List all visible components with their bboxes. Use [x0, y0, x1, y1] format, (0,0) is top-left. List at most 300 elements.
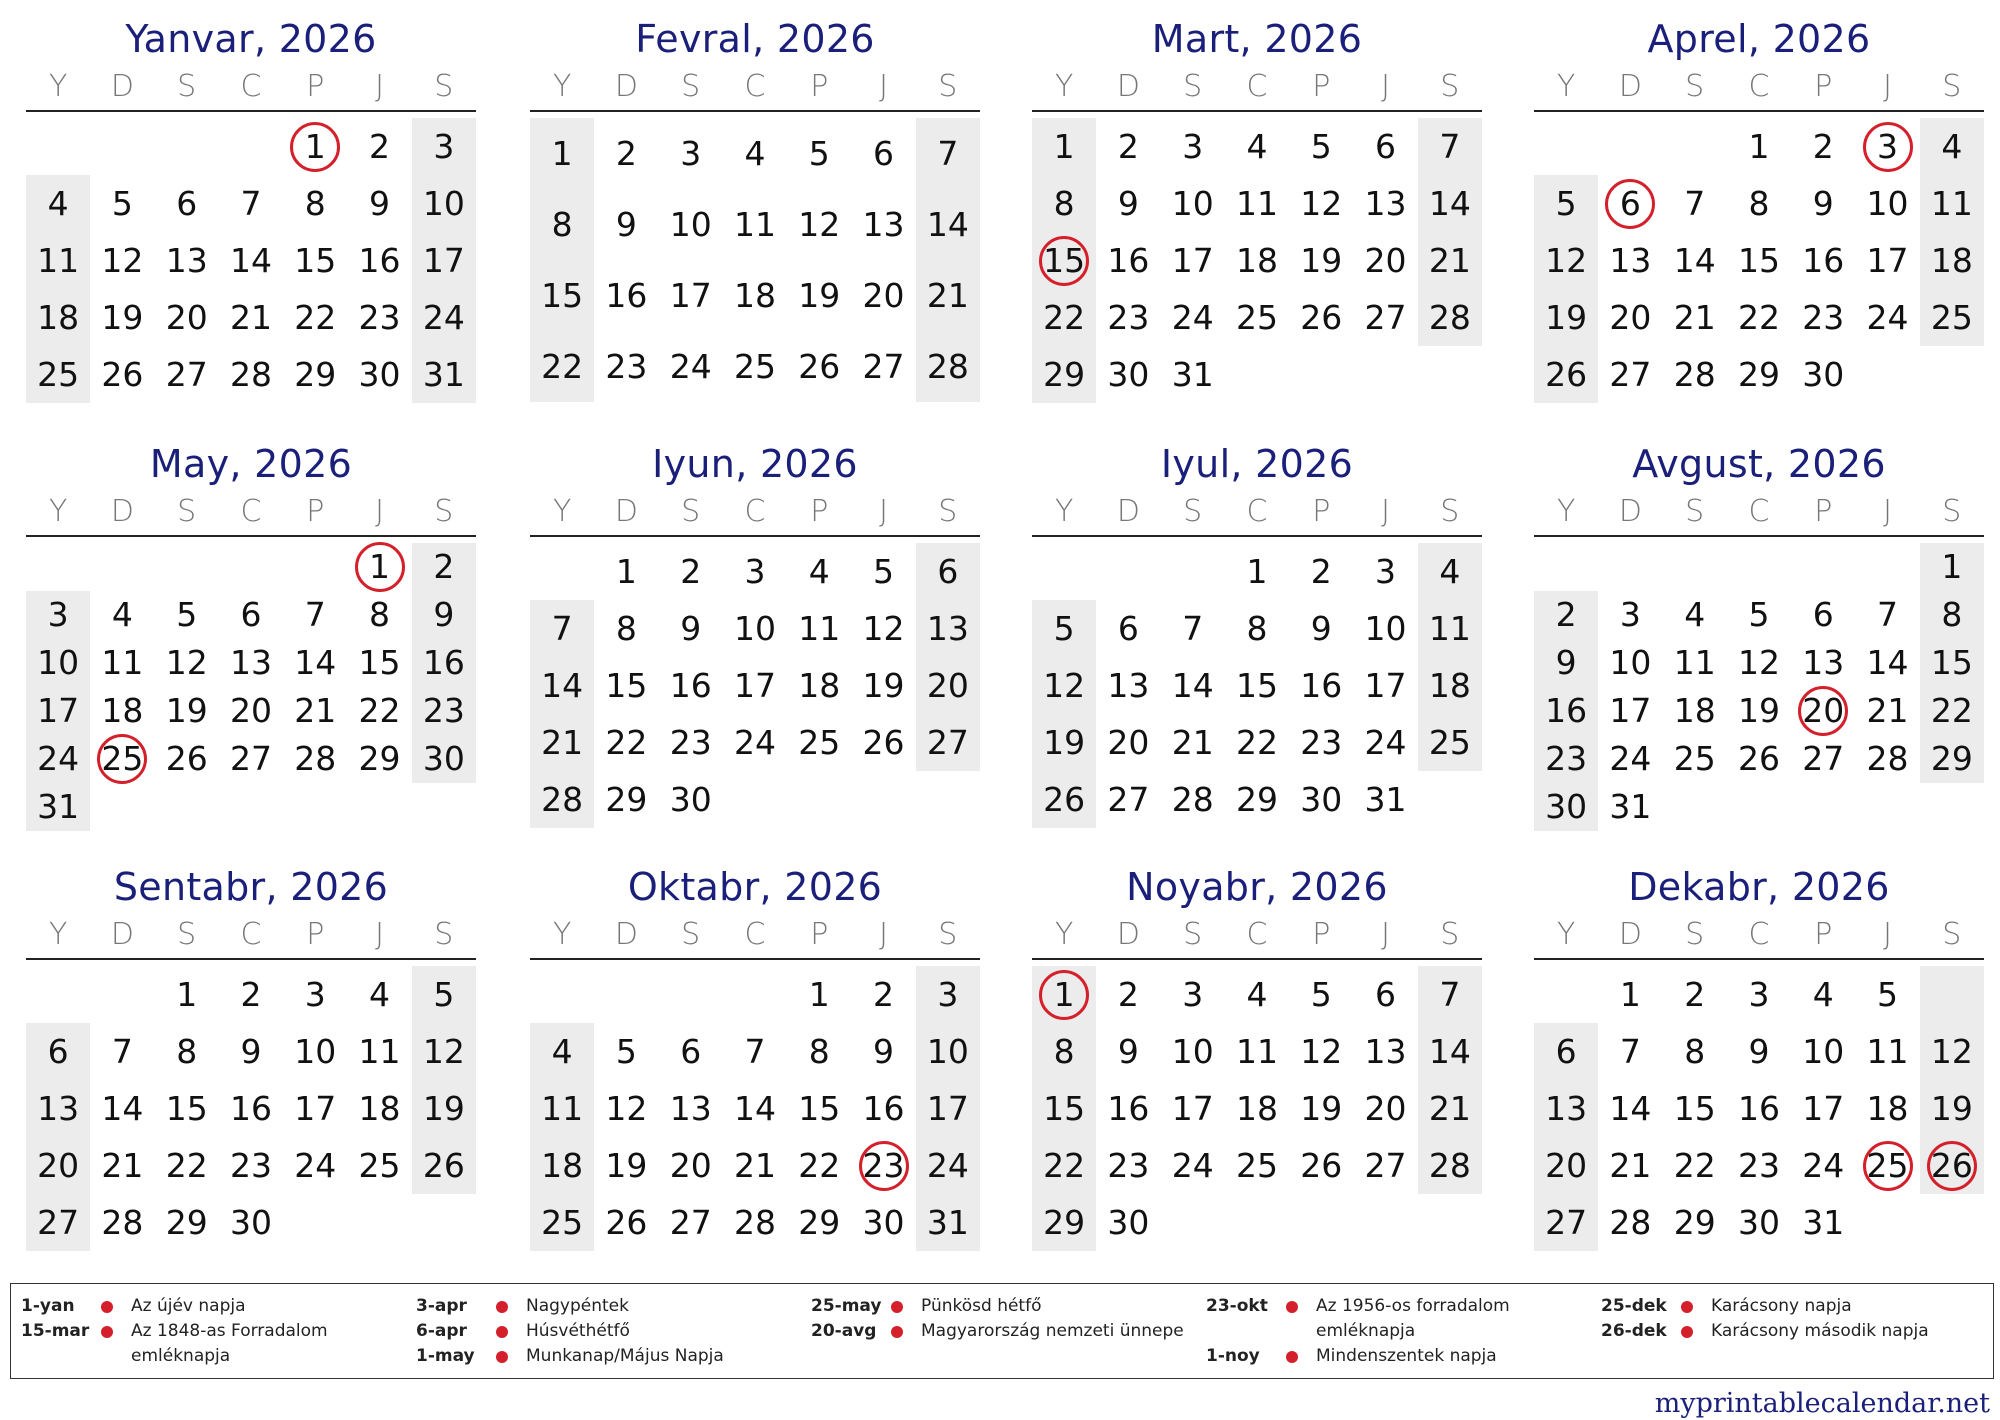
- empty-cell: [1353, 1194, 1417, 1251]
- date-cell: 14: [294, 643, 337, 682]
- date-cell: 30: [422, 739, 465, 778]
- week-row: [1534, 783, 1984, 831]
- date-cell: 8: [1941, 595, 1963, 634]
- date-cell: 31: [1364, 780, 1407, 819]
- date-cell: 7: [240, 184, 262, 223]
- date-cell: 12: [1930, 1032, 1973, 1071]
- date-cell: 11: [1930, 184, 1973, 223]
- date-cell: 4: [1246, 127, 1268, 166]
- weekday-label: S: [434, 494, 454, 529]
- week-row: [26, 783, 476, 831]
- days-area: [1534, 112, 1984, 407]
- week-row: [26, 735, 476, 783]
- weekday-label: D: [1116, 69, 1140, 104]
- empty-cell: [1920, 346, 1984, 403]
- date-cell: 25: [358, 1146, 401, 1185]
- date-cell: 17: [1171, 241, 1214, 280]
- date-cell: 5: [873, 552, 895, 591]
- date-cell: 6: [1375, 127, 1397, 166]
- week-row: [530, 118, 980, 189]
- legend-item: [416, 1344, 806, 1369]
- date-cell: 17: [422, 241, 465, 280]
- date-cell: 13: [862, 205, 905, 244]
- date-cell: 12: [605, 1089, 648, 1128]
- date-cell: 31: [1802, 1203, 1845, 1242]
- date-cell: 31: [1609, 787, 1652, 826]
- weekday-label: C: [240, 917, 262, 952]
- date-cell: 14: [1428, 1032, 1471, 1071]
- weekday-header: [1032, 912, 1482, 960]
- week-row: [1032, 966, 1482, 1023]
- month-block: [530, 14, 980, 406]
- date-cell: 30: [1107, 1203, 1150, 1242]
- date-cell: 8: [1053, 1032, 1075, 1071]
- date-cell: 1: [1053, 127, 1075, 166]
- legend-date: 25-may: [811, 1296, 882, 1316]
- month-title: Iyun, 2026: [652, 442, 858, 486]
- legend-date: 25-dek: [1601, 1296, 1667, 1316]
- date-cell: 15: [1043, 1089, 1086, 1128]
- date-cell: 10: [37, 643, 80, 682]
- date-cell: 31: [1171, 355, 1214, 394]
- date-cell: 13: [1364, 184, 1407, 223]
- date-cell: 5: [1748, 595, 1770, 634]
- date-cell: 20: [1545, 1146, 1588, 1185]
- date-cell: 30: [862, 1203, 905, 1242]
- date-cell: 21: [1673, 298, 1716, 337]
- weekday-label: D: [1618, 917, 1642, 952]
- weekday-label: S: [434, 917, 454, 952]
- legend-item: [1601, 1294, 1991, 1319]
- weekday-label: Y: [1556, 69, 1576, 104]
- date-cell: 23: [1300, 723, 1343, 762]
- week-row: [1032, 1080, 1482, 1137]
- date-cell: 9: [1748, 1032, 1770, 1071]
- date-cell: 28: [926, 347, 969, 386]
- week-row: [1032, 1194, 1482, 1251]
- empty-cell: [219, 783, 283, 831]
- date-cell: 18: [541, 1146, 584, 1185]
- holiday-date: 1: [283, 118, 347, 175]
- empty-cell: [26, 966, 90, 1023]
- date-cell: 24: [294, 1146, 337, 1185]
- week-row: [26, 232, 476, 289]
- month-block: [1032, 439, 1482, 832]
- empty-cell: [90, 783, 154, 831]
- legend-item: [21, 1294, 411, 1319]
- date-cell: 13: [1107, 666, 1150, 705]
- date-cell: 22: [358, 691, 401, 730]
- date-cell: 8: [615, 609, 637, 648]
- week-row: [530, 714, 980, 771]
- date-cell: 24: [926, 1146, 969, 1185]
- date-cell: 18: [1428, 666, 1471, 705]
- legend-date: 1-yan: [21, 1296, 75, 1316]
- date-cell: 17: [1609, 691, 1652, 730]
- date-cell: 13: [1609, 241, 1652, 280]
- weekday-label: S: [1440, 494, 1460, 529]
- weekday-label: Y: [552, 69, 572, 104]
- date-cell: 24: [1364, 723, 1407, 762]
- date-cell: 17: [37, 691, 80, 730]
- empty-cell: [1663, 543, 1727, 591]
- date-cell: 2: [1117, 127, 1139, 166]
- days-area: [530, 537, 980, 832]
- date-cell: 3: [47, 595, 69, 634]
- date-cell: 15: [798, 1089, 841, 1128]
- date-cell: 8: [1246, 609, 1268, 648]
- date-cell: 20: [1364, 1089, 1407, 1128]
- date-cell: 29: [1737, 355, 1780, 394]
- date-cell: 18: [37, 298, 80, 337]
- days-area: [1534, 960, 1984, 1255]
- date-cell: 24: [1802, 1146, 1845, 1185]
- date-cell: 3: [744, 552, 766, 591]
- date-cell: 2: [1555, 595, 1577, 634]
- date-cell: 13: [669, 1089, 712, 1128]
- date-cell: 28: [1609, 1203, 1652, 1242]
- date-cell: 21: [926, 276, 969, 315]
- days-area: [1032, 960, 1482, 1255]
- legend-name: Karácsony napja: [1711, 1296, 1852, 1316]
- week-row: [1534, 543, 1984, 591]
- empty-cell: [1920, 783, 1984, 831]
- holiday-dot-icon: [101, 1326, 113, 1338]
- holiday-dot-icon: [1286, 1351, 1298, 1363]
- date-cell: 19: [1737, 691, 1780, 730]
- week-row: [1534, 966, 1984, 1023]
- empty-cell: [1791, 783, 1855, 831]
- date-cell: 10: [1609, 643, 1652, 682]
- month-block: [26, 862, 476, 1255]
- holiday-dot-icon: [496, 1351, 508, 1363]
- weekday-label: P: [1814, 69, 1833, 104]
- date-cell: 17: [1364, 666, 1407, 705]
- legend-name: Karácsony második napja: [1711, 1321, 1929, 1341]
- week-row: [1534, 1080, 1984, 1137]
- week-row: [1032, 1023, 1482, 1080]
- holiday-dot-icon: [496, 1301, 508, 1313]
- week-row: [26, 591, 476, 639]
- date-cell: 4: [808, 552, 830, 591]
- holiday-date: 6: [1598, 175, 1662, 232]
- date-cell: 24: [1609, 739, 1652, 778]
- legend-date: 6-apr: [416, 1321, 467, 1341]
- weekday-label: S: [1685, 917, 1705, 952]
- date-cell: 19: [1300, 1089, 1343, 1128]
- date-cell: 3: [1748, 975, 1770, 1014]
- date-cell: 20: [1609, 298, 1652, 337]
- date-cell: 25: [1930, 298, 1973, 337]
- date-cell: 2: [680, 552, 702, 591]
- weekday-header: [1534, 489, 1984, 537]
- date-cell: 23: [1802, 298, 1845, 337]
- weekday-label: S: [1942, 494, 1962, 529]
- empty-cell: [1534, 966, 1598, 1023]
- date-cell: 18: [1866, 1089, 1909, 1128]
- date-cell: 31: [422, 355, 465, 394]
- month-block: [26, 439, 476, 835]
- date-cell: 24: [1866, 298, 1909, 337]
- date-cell: 20: [37, 1146, 80, 1185]
- weekday-label: P: [306, 917, 325, 952]
- empty-cell: [1855, 543, 1919, 591]
- holiday-dot-icon: [496, 1326, 508, 1338]
- date-cell: 23: [1107, 298, 1150, 337]
- week-row: [26, 639, 476, 687]
- weekday-header: [26, 64, 476, 112]
- week-row: [530, 260, 980, 331]
- weekday-label: S: [938, 69, 958, 104]
- empty-cell: [1534, 543, 1598, 591]
- date-cell: 4: [1941, 127, 1963, 166]
- date-cell: 16: [862, 1089, 905, 1128]
- weekday-header: [1534, 912, 1984, 960]
- date-cell: 19: [422, 1089, 465, 1128]
- date-cell: 15: [541, 276, 584, 315]
- date-cell: 4: [369, 975, 391, 1014]
- week-row: [1032, 289, 1482, 346]
- date-cell: 10: [1364, 609, 1407, 648]
- weekday-label: J: [1883, 917, 1892, 952]
- weekday-label: S: [177, 917, 197, 952]
- legend-name: Húsvéthétfő: [526, 1321, 630, 1341]
- weekday-header: [26, 912, 476, 960]
- week-row: [26, 1194, 476, 1251]
- date-cell: 11: [541, 1089, 584, 1128]
- date-cell: 24: [1171, 1146, 1214, 1185]
- date-cell: 23: [229, 1146, 272, 1185]
- date-cell: 5: [111, 184, 133, 223]
- days-area: [1032, 537, 1482, 832]
- date-cell: 2: [1812, 127, 1834, 166]
- date-cell: 9: [680, 609, 702, 648]
- weekday-label: Y: [48, 494, 68, 529]
- date-cell: 14: [229, 241, 272, 280]
- month-block: [530, 439, 980, 832]
- date-cell: 12: [165, 643, 208, 682]
- date-cell: 28: [1171, 780, 1214, 819]
- date-cell: 22: [1235, 723, 1278, 762]
- date-cell: 6: [873, 134, 895, 173]
- date-cell: 21: [1171, 723, 1214, 762]
- date-cell: 10: [1866, 184, 1909, 223]
- date-cell: 20: [926, 666, 969, 705]
- date-cell: 28: [541, 780, 584, 819]
- month-title: May, 2026: [149, 442, 353, 486]
- date-cell: 26: [862, 723, 905, 762]
- week-row: [1032, 771, 1482, 828]
- week-row: [1534, 1023, 1984, 1080]
- date-cell: 24: [669, 347, 712, 386]
- days-area: [530, 112, 980, 406]
- date-cell: 8: [304, 184, 326, 223]
- weekday-label: P: [306, 69, 325, 104]
- date-cell: 25: [541, 1203, 584, 1242]
- date-cell: 21: [1866, 691, 1909, 730]
- weekday-label: J: [375, 917, 384, 952]
- date-cell: 30: [1802, 355, 1845, 394]
- date-cell: 14: [926, 205, 969, 244]
- holiday-date: 20: [1791, 687, 1855, 735]
- date-cell: 5: [615, 1032, 637, 1071]
- weekday-label: Y: [1556, 494, 1576, 529]
- empty-cell: [723, 966, 787, 1023]
- date-cell: 19: [165, 691, 208, 730]
- date-cell: 14: [1866, 643, 1909, 682]
- date-cell: 29: [1235, 780, 1278, 819]
- legend-column: [416, 1294, 806, 1369]
- date-cell: 21: [541, 723, 584, 762]
- date-cell: 23: [1107, 1146, 1150, 1185]
- date-cell: 20: [862, 276, 905, 315]
- date-cell: 16: [1300, 666, 1343, 705]
- date-cell: 5: [433, 975, 455, 1014]
- weekday-label: P: [306, 494, 325, 529]
- date-cell: 9: [1117, 1032, 1139, 1071]
- date-cell: 12: [422, 1032, 465, 1071]
- weekday-label: S: [1685, 494, 1705, 529]
- legend-date: 26-dek: [1601, 1321, 1667, 1341]
- date-cell: 28: [1428, 298, 1471, 337]
- empty-cell: [530, 543, 594, 600]
- week-row: [26, 289, 476, 346]
- week-row: [1534, 175, 1984, 232]
- legend-column: [811, 1294, 1201, 1344]
- week-row: [1534, 591, 1984, 639]
- empty-cell: [1353, 346, 1417, 403]
- weekday-label: J: [1883, 494, 1892, 529]
- weekday-label: P: [810, 494, 829, 529]
- date-cell: 7: [1684, 184, 1706, 223]
- date-cell: 29: [605, 780, 648, 819]
- date-cell: 2: [1310, 552, 1332, 591]
- weekday-label: C: [1246, 917, 1268, 952]
- date-cell: 2: [615, 134, 637, 173]
- date-cell: 23: [358, 298, 401, 337]
- month-block: [1534, 14, 1984, 407]
- legend-item: [1206, 1294, 1596, 1344]
- date-cell: 10: [733, 609, 776, 648]
- date-cell: 8: [369, 595, 391, 634]
- date-cell: 6: [47, 1032, 69, 1071]
- date-cell: 1: [1748, 127, 1770, 166]
- date-cell: 17: [1171, 1089, 1214, 1128]
- date-cell: 13: [1802, 643, 1845, 682]
- date-cell: 18: [1235, 1089, 1278, 1128]
- date-cell: 22: [1737, 298, 1780, 337]
- days-area: [1032, 112, 1482, 407]
- date-cell: 10: [422, 184, 465, 223]
- week-row: [530, 600, 980, 657]
- empty-cell: [219, 118, 283, 175]
- weekday-label: S: [1440, 917, 1460, 952]
- empty-cell: [723, 771, 787, 828]
- date-cell: 27: [1364, 1146, 1407, 1185]
- date-cell: 5: [176, 595, 198, 634]
- date-cell: 26: [1737, 739, 1780, 778]
- date-cell: 17: [926, 1089, 969, 1128]
- date-cell: 21: [733, 1146, 776, 1185]
- date-cell: 2: [433, 547, 455, 586]
- date-cell: 19: [798, 276, 841, 315]
- empty-cell: [1663, 118, 1727, 175]
- date-cell: 9: [433, 595, 455, 634]
- date-cell: 29: [1043, 355, 1086, 394]
- weekday-label: S: [1440, 69, 1460, 104]
- date-cell: 18: [733, 276, 776, 315]
- date-cell: 19: [605, 1146, 648, 1185]
- date-cell: 22: [1930, 691, 1973, 730]
- date-cell: 6: [680, 1032, 702, 1071]
- date-cell: 13: [165, 241, 208, 280]
- week-row: [26, 1023, 476, 1080]
- date-cell: 27: [1609, 355, 1652, 394]
- date-cell: 27: [1802, 739, 1845, 778]
- date-cell: 21: [1428, 1089, 1471, 1128]
- week-row: [530, 771, 980, 828]
- date-cell: 28: [229, 355, 272, 394]
- date-cell: 26: [165, 739, 208, 778]
- week-row: [1534, 687, 1984, 735]
- weekday-label: P: [1312, 69, 1331, 104]
- legend-name: Mindenszentek napja: [1316, 1346, 1497, 1366]
- month-block: [1032, 862, 1482, 1255]
- weekday-label: J: [879, 69, 888, 104]
- empty-cell: [1161, 543, 1225, 600]
- date-cell: 30: [358, 355, 401, 394]
- empty-cell: [155, 118, 219, 175]
- week-row: [26, 1080, 476, 1137]
- week-row: [1534, 735, 1984, 783]
- empty-cell: [1855, 783, 1919, 831]
- date-cell: 2: [1117, 975, 1139, 1014]
- date-cell: 1: [808, 975, 830, 1014]
- date-cell: 27: [229, 739, 272, 778]
- date-cell: 16: [1737, 1089, 1780, 1128]
- date-cell: 12: [101, 241, 144, 280]
- holiday-date: 3: [1855, 118, 1919, 175]
- empty-cell: [90, 118, 154, 175]
- date-cell: 28: [101, 1203, 144, 1242]
- site-footer[interactable]: myprintablecalendar.net: [1654, 1388, 1990, 1419]
- date-cell: 22: [605, 723, 648, 762]
- date-cell: 20: [669, 1146, 712, 1185]
- week-row: [530, 1080, 980, 1137]
- date-cell: 16: [358, 241, 401, 280]
- date-cell: 3: [433, 127, 455, 166]
- month-title: Aprel, 2026: [1647, 17, 1871, 61]
- legend-item: [416, 1319, 806, 1344]
- date-cell: 9: [369, 184, 391, 223]
- week-row: [26, 687, 476, 735]
- date-cell: 30: [1300, 780, 1343, 819]
- weekday-label: C: [1748, 494, 1770, 529]
- date-cell: 23: [1737, 1146, 1780, 1185]
- empty-cell: [1598, 543, 1662, 591]
- date-cell: 6: [1555, 1032, 1577, 1071]
- date-cell: 8: [808, 1032, 830, 1071]
- date-cell: 23: [422, 691, 465, 730]
- empty-cell: [1225, 346, 1289, 403]
- date-cell: 23: [1545, 739, 1588, 778]
- week-row: [1534, 1194, 1984, 1251]
- date-cell: 21: [294, 691, 337, 730]
- date-cell: 3: [1182, 127, 1204, 166]
- empty-cell: [659, 966, 723, 1023]
- date-cell: 1: [551, 134, 573, 173]
- weekday-label: S: [938, 917, 958, 952]
